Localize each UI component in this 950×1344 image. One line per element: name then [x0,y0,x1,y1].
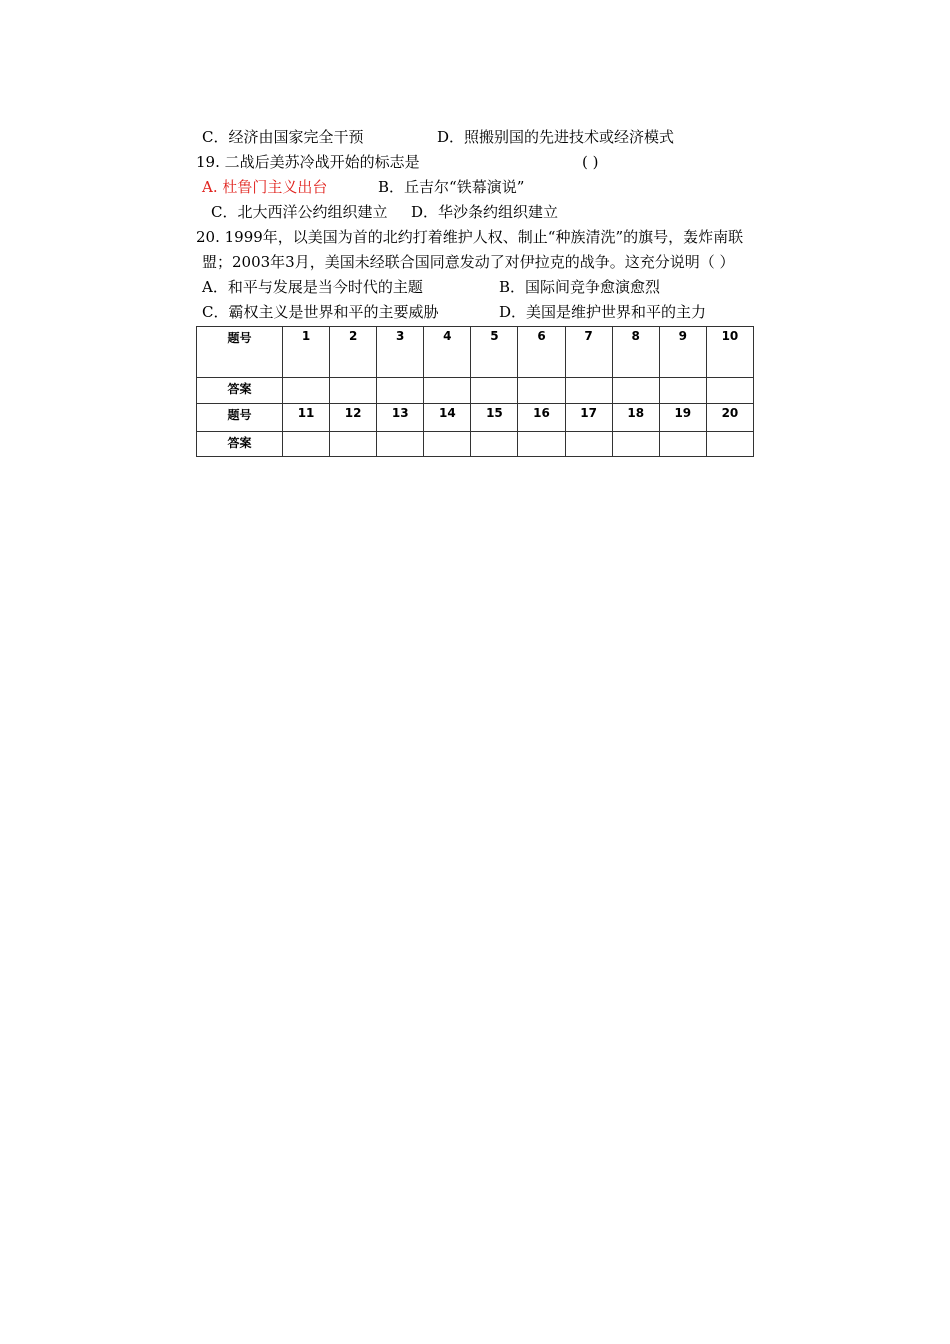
answer-cell[interactable] [706,378,753,404]
q19-option-c: C．北大西洋公约组织建立 [211,203,388,221]
question-number-cell: 10 [706,327,753,378]
question-number-cell: 16 [518,404,565,432]
table-row-answers-2 [197,432,754,457]
q18-option-c: C．经济由国家完全干预 [202,128,364,146]
answer-cell[interactable] [377,378,424,404]
question-number-cell: 7 [565,327,612,378]
q20-stem-line2: 盟；2003年3月，美国未经联合国同意发动了对伊拉克的战争。这充分说明（ ） [202,253,735,271]
question-number-cell: 9 [659,327,706,378]
answer-cell[interactable] [612,432,659,457]
answer-cell[interactable] [706,432,753,457]
answer-label: 答案 [197,378,283,404]
question-number-cell: 11 [283,404,330,432]
question-number-cell: 17 [565,404,612,432]
q18-option-d: D．照搬别国的先进技术或经济模式 [437,128,675,146]
answer-label: 答案 [197,432,283,457]
answer-cell[interactable] [471,378,518,404]
question-number-cell: 15 [471,404,518,432]
question-number-cell: 3 [377,327,424,378]
question-number-cell: 4 [424,327,471,378]
q19-stem: 19. 二战后美苏冷战开始的标志是 [196,153,420,171]
question-number-cell: 2 [330,327,377,378]
q20-option-a: A．和平与发展是当今时代的主题 [202,278,423,296]
answer-cell[interactable] [283,432,330,457]
question-number-cell: 14 [424,404,471,432]
answer-cell[interactable] [424,432,471,457]
question-label: 题号 [197,404,283,432]
answer-cell[interactable] [330,432,377,457]
question-label: 题号 [197,327,283,378]
q19-option-a: A. 杜鲁门主义出台 [202,178,328,196]
table-row-question-numbers-2 [197,404,754,432]
answer-cell[interactable] [471,432,518,457]
q20-option-b: B．国际间竞争愈演愈烈 [499,278,661,296]
q19-answer-paren: ( ) [582,153,599,171]
answer-cell[interactable] [565,378,612,404]
question-number-cell: 6 [518,327,565,378]
question-number-cell: 12 [330,404,377,432]
q19-option-b: B．丘吉尔“铁幕演说” [378,178,525,196]
answer-cell[interactable] [659,432,706,457]
answer-cell[interactable] [612,378,659,404]
q20-option-d: D．美国是维护世界和平的主力 [499,303,707,321]
question-number-cell: 13 [377,404,424,432]
answer-cell[interactable] [565,432,612,457]
answer-cell[interactable] [424,378,471,404]
table-row-question-numbers-1 [197,327,754,378]
answer-cell[interactable] [518,432,565,457]
answer-cell[interactable] [377,432,424,457]
q20-option-c: C．霸权主义是世界和平的主要威胁 [202,303,439,321]
question-number-cell: 20 [706,404,753,432]
question-number-cell: 1 [283,327,330,378]
question-number-cell: 18 [612,404,659,432]
question-number-cell: 5 [471,327,518,378]
q19-option-d: D．华沙条约组织建立 [411,203,559,221]
question-number-cell: 8 [612,327,659,378]
answer-cell[interactable] [283,378,330,404]
answer-table [196,326,754,457]
answer-cell[interactable] [518,378,565,404]
q20-stem-line1: 20. 1999年，以美国为首的北约打着维护人权、制止“种族清洗”的旗号，轰炸南联 [196,228,744,246]
answer-cell[interactable] [330,378,377,404]
table-row-answers-1 [197,378,754,404]
answer-cell[interactable] [659,378,706,404]
question-number-cell: 19 [659,404,706,432]
